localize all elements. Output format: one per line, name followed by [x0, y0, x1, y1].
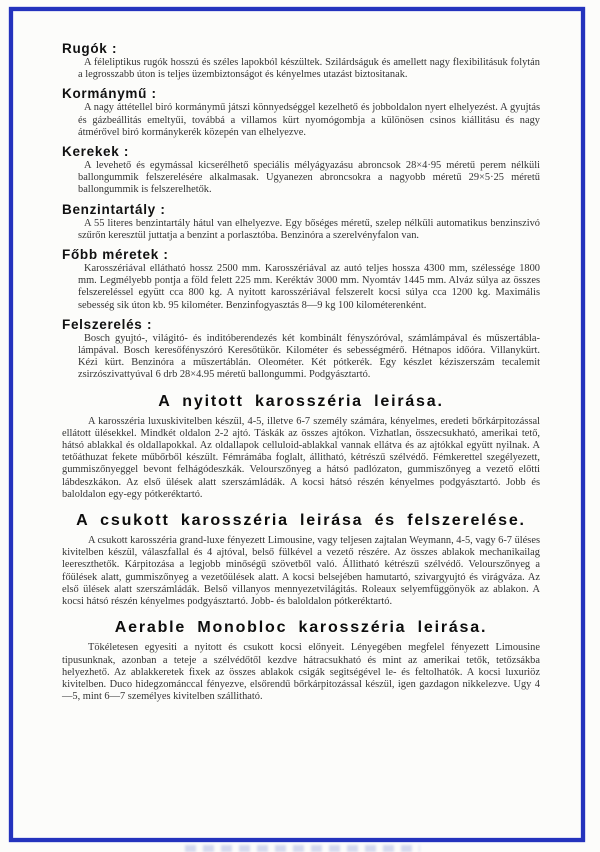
chapter-body: A csukott karosszéria grand-luxe fényezett Limousine, vagy teljesen zajtalan Weymann, 4-5, vagy 6-7 üléses kivitelben készül, válaszfallal és 4 ajtóval, belső fülkével a vezető részére. Az összes ablakok mechanikailag leereszthetők. Kárpitozása a legjobb minőségű szövetből való. Állitható kétrészű szélvédő. Velourszőnyeg a főülések alatt, gummiszőnyeg a vezetőülések alatt. A kocsi belsejében hamutartó, szivargyujtó és virágváza. Az első ülések alatt szerszámládák. Belső villanyos mennyezetvilágitás. Roleaux selyemfüggönyök az ablakon. A kocsi hátsó részén kényelmes podgyásztartó. Jobb- és baloldalon pótkeréktartó. [62, 535, 540, 608]
faint-footer-print [185, 845, 420, 852]
section-body: A nagy áttétellel biró kormánymű játszi könnyedséggel kezelhető és jobboldalon nyert elhelyezést. A gyujtás és gázbeállitás emeltyűi, továbbá a villamos kürt nyomógombja a különösen csinos kiállitásu és nagy átmérővel biró kormánykerék közepén van elhelyezve. [78, 102, 540, 138]
section-felszereles [62, 317, 540, 382]
section-heading: Felszerelés : [62, 316, 153, 332]
section-body: A 55 literes benzintartály hátul van elhelyezve. Egy bőséges méretű, szelep nélküli automatikus benzinszivó szűrőn keresztül juttatja a benzint a porlasztóba. Benzinóra a szerelvényfalon van. [78, 217, 540, 241]
section-body: A féleliptikus rugók hosszú és széles lapokból készültek. Szilárdságuk és amellett nagy flexibilitásuk folytán a legrosszabb úton is teljes üzembiztonságot és kényelmes utazást biztositanak. [78, 57, 540, 81]
chapter-body: A karosszéria luxuskivitelben készül, 4-5, illetve 6-7 személy számára, kényelmes, eredeti bőrkárpitozással ellátott ülésekkel. Mindkét oldalon 2-2 ajtó. Táskák az összes ajtókon. Vizhatlan, összecsukható, amerikai tető, hátsó ablakkal és oldallapokkal. Az oldallapok celluloid-ablakkal vannak ellátva és az ajtókkal együtt nyilnak. A tetőáthuzat fekete műbőrből készült. Fémrámába foglalt, állitható, kétrészű szélvédő. Fémkerettel szegélyezett, gummiszőnyeggel bevont felhágódeszkák. Velourszőnyeg a hátsó padlózaton, gummiszőnyeg a vezető előtti lábdeszkákon. Az első ülések alatt szerszámládák. A kocsi hátsó részén kényelmes podgyásztartó. Jobb és baloldalon egy-egy pótkeréktartó. [62, 415, 540, 500]
chapter-body: Tökéletesen egyesiti a nyitott és csukott kocsi előnyeit. Lényegében megfelel fényezett Limousine tipusunknak, azonban a teteje a szélvédőtől kezdve hátracsukható és mint az amerikai tetők, tetőzsákba helyezhető. Az ablakkeretek fixek az összes ablakok csigák segitségével le- és feltolhatók. A kocsi luxuriöz kivitelben. Duco hidegzománccal fényezve, elsőrendű bőrkárpitozással készül, igen gazdagon nikkelezve. Ugy 4—5, mint 6—7 személyes kivitelben szállitható. [62, 642, 540, 703]
section-body: A levehető és egymással kicserélhető speciális mélyágyazásu abroncsok 28×4·95 méretű perem nélküli ballongummik felszerelésére alkalmasak. Ugyanezen abroncsokra a nagyobb méretű 29×5·25 méretű ballongummik is felszerelhetők. [78, 160, 540, 196]
section-body: Bosch gyujtó-, világitó- és inditóberendezés két kombinált fényszóróval, számlámpával és műszertábla-lámpával. Bosch keresőfényszóró Keresőtükör. Kilométer és sebességmérő. Hétnapos időóra. Villanykürt. Kézi kürt. Benzinóra a műszertáblán. Oleométer. Két pótkerék. Egy készlet kéziszerszám tecalemit zsirzószivattyúval 6 drb 28×4.95 méretű ballongummi. Podgyásztartó. [78, 332, 540, 381]
section-heading: Rugók : [62, 41, 118, 56]
chapter-csukott-karosszeria [62, 512, 540, 608]
section-heading: Kerekek : [62, 144, 130, 160]
chapter-title: Aerable Monobloc karosszéria leirása. [114, 619, 488, 637]
section-heading: Főbb méretek : [62, 247, 169, 263]
chapter-title: A nyitott karosszéria leirása. [158, 392, 444, 410]
section-rugok [62, 41, 540, 81]
section-heading: Benzintartály : [62, 201, 166, 217]
chapter-nyitott-karosszeria [62, 393, 540, 501]
section-kormanymu [62, 86, 540, 139]
chapter-aerable-monobloc [62, 619, 540, 703]
section-body: Karosszériával ellátható hossz 2500 mm. Karosszériával az autó teljes hossza 4300 mm, szélessége 1800 mm. Legmélyebb pontja a föld felett 225 mm. Keréktáv 3000 mm. Nyomtáv 1445 mm. Alváz súlya az összes felszereléssel együtt cca 800 kg. A nyitott karosszériával felszerelt kocsi súlya cca 1200 kg. Maximális sebesség sik úton kb. 95 kilométer. Benzinfogyasztás 8—9 kg 100 kilométerenként. [78, 263, 540, 311]
section-fobb-meretek [62, 247, 540, 312]
section-kerekek [62, 144, 540, 197]
section-heading: Kormánymű : [62, 86, 157, 102]
chapter-title: A csukott karosszéria leirása és felszerelése. [76, 512, 526, 530]
section-benzintartaly [62, 202, 540, 242]
